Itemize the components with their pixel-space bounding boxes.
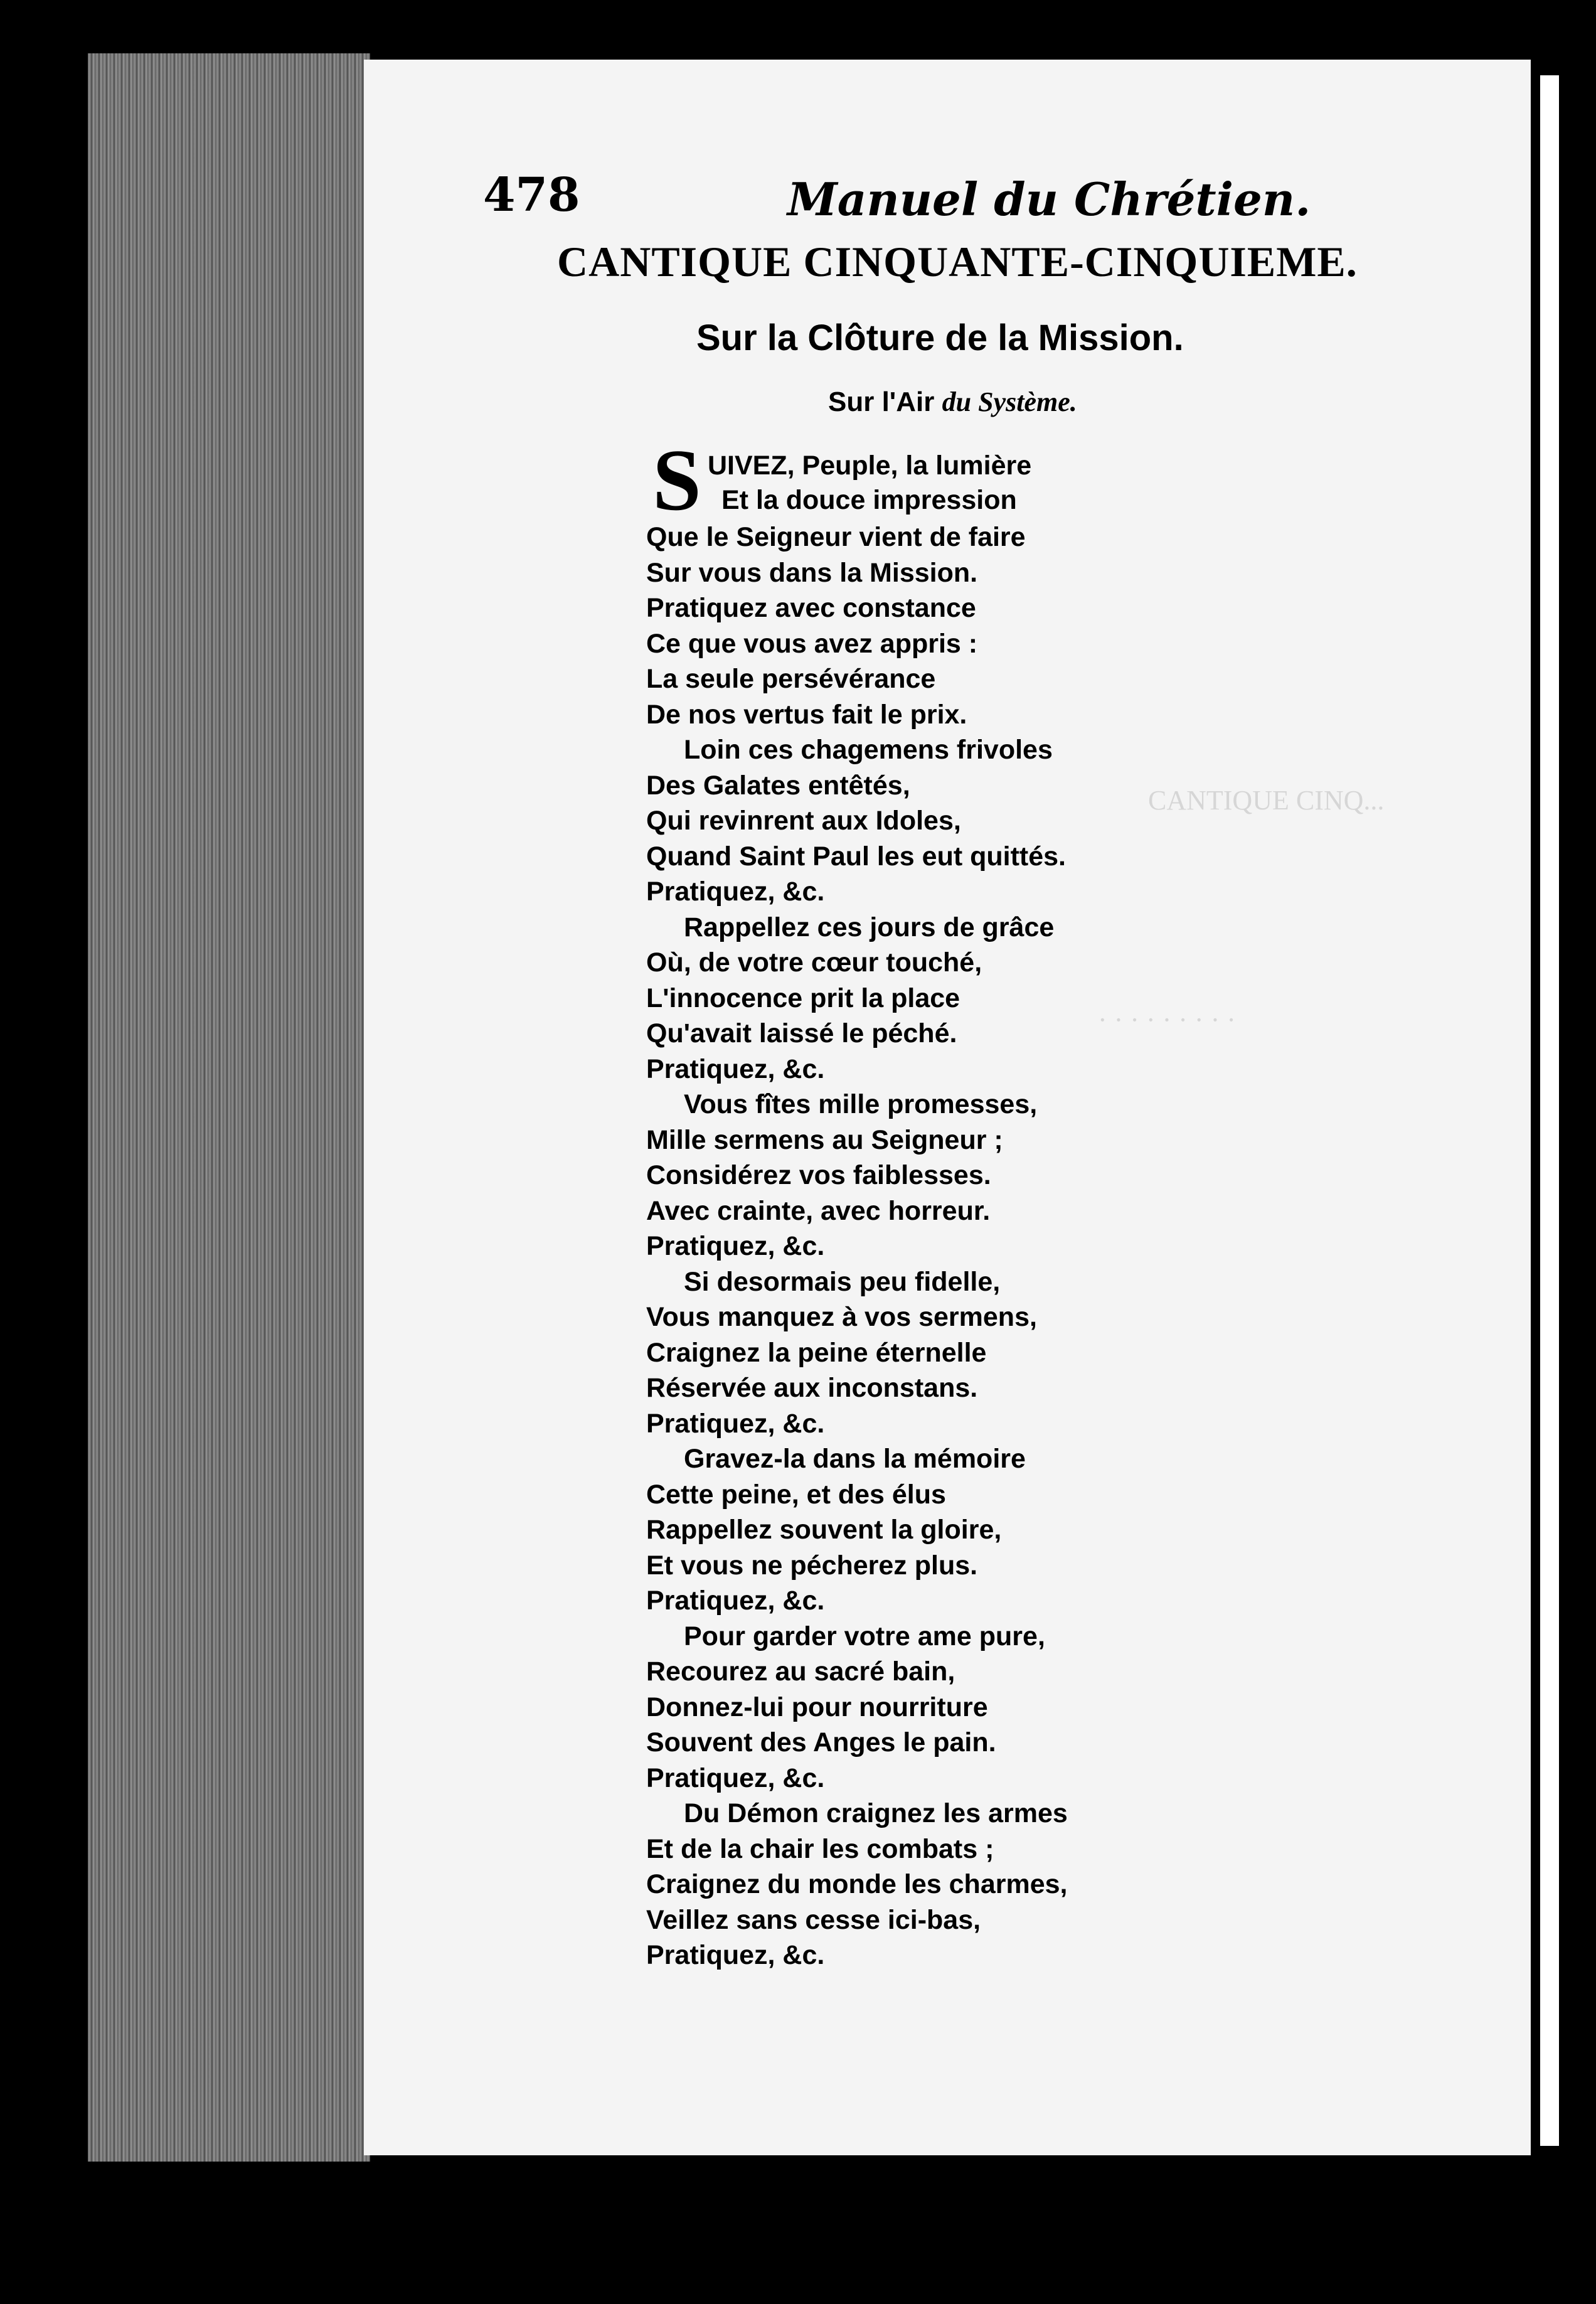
- verse-line: Pratiquez, &c.: [646, 1231, 825, 1261]
- verse-line: Ce que vous avez appris :: [646, 628, 978, 659]
- page-number: 478: [483, 168, 580, 222]
- verse-line: Si desormais peu fidelle,: [684, 1266, 1001, 1297]
- verse-line: La seule persévérance: [646, 664, 936, 694]
- verse-line: Veillez sans cesse ici-bas,: [646, 1904, 981, 1935]
- running-title: Manuel du Chrétien.: [787, 173, 1311, 226]
- verse-line: Recourez au sacré bain,: [646, 1656, 955, 1687]
- verse-line: Pratiquez, &c.: [646, 1763, 825, 1793]
- verse-line: Pratiquez, &c.: [646, 1408, 825, 1439]
- verse-line: Rappellez souvent la gloire,: [646, 1515, 1002, 1545]
- verse-line: Gravez-la dans la mémoire: [684, 1444, 1026, 1474]
- verse-lines: [646, 520, 1068, 1973]
- verse-line: Pratiquez avec constance: [646, 593, 976, 623]
- air-line: [828, 386, 1077, 418]
- verse-line: Quand Saint Paul les eut quittés.: [646, 841, 1066, 872]
- verse-line: Pour garder votre ame pure,: [684, 1621, 1045, 1651]
- verse-line: Et de la chair les combats ;: [646, 1833, 994, 1864]
- verse-line: Vous manquez à vos sermens,: [646, 1302, 1037, 1332]
- song-heading: CANTIQUE CINQUANTE-CINQUIEME.: [557, 238, 1358, 285]
- verse-line: L'innocence prit la place: [646, 983, 960, 1013]
- verse-line: Cette peine, et des élus: [646, 1479, 946, 1510]
- verse-line: Sur vous dans la Mission.: [646, 557, 978, 588]
- verse-line: Du Démon craignez les armes: [684, 1798, 1068, 1828]
- verse-first-line: UIVEZ, Peuple, la lumière: [708, 451, 1032, 481]
- verse-line: De nos vertus fait le prix.: [646, 699, 967, 730]
- verse-line: Loin ces chagemens frivoles: [684, 735, 1053, 765]
- verse-line: Vous fîtes mille promesses,: [684, 1089, 1038, 1119]
- verse-line: Rappellez ces jours de grâce: [684, 912, 1055, 942]
- song-subheading: Sur la Clôture de la Mission.: [696, 317, 1184, 358]
- drop-cap: S: [652, 432, 701, 529]
- verse-line: Où, de votre cœur touché,: [646, 947, 982, 978]
- verse-line: Pratiquez, &c.: [646, 1940, 825, 1970]
- verse-line: Des Galates entêtés,: [646, 770, 910, 801]
- verse-line: Donnez-lui pour nourriture: [646, 1692, 988, 1722]
- right-page-strip: [1540, 75, 1559, 2146]
- verse-line: Craignez la peine éternelle: [646, 1337, 987, 1368]
- verse-line: Qui revinrent aux Idoles,: [646, 806, 961, 836]
- verse-line: Et vous ne pécherez plus.: [646, 1550, 978, 1581]
- verse-line: Avec crainte, avec horreur.: [646, 1195, 991, 1226]
- verse-line: Pratiquez, &c.: [646, 1586, 825, 1616]
- verse-second-line: Et la douce impression: [721, 485, 1017, 515]
- verse-line: Que le Seigneur vient de faire: [646, 522, 1026, 552]
- verse-line: Pratiquez, &c.: [646, 877, 825, 907]
- verse-line: Réservée aux inconstans.: [646, 1373, 978, 1403]
- verse-line: Considérez vos faiblesses.: [646, 1160, 991, 1190]
- verse-line: Souvent des Anges le pain.: [646, 1727, 996, 1757]
- verse-line: Mille sermens au Seigneur ;: [646, 1124, 1003, 1155]
- air-name: du Système.: [942, 387, 1077, 417]
- verse-line: Qu'avait laissé le péché.: [646, 1018, 957, 1048]
- verse-line: Pratiquez, &c.: [646, 1053, 825, 1084]
- verse-line: Craignez du monde les charmes,: [646, 1869, 1068, 1899]
- book-page-edges: [88, 53, 370, 2162]
- air-prefix: Sur l'Air: [828, 387, 935, 417]
